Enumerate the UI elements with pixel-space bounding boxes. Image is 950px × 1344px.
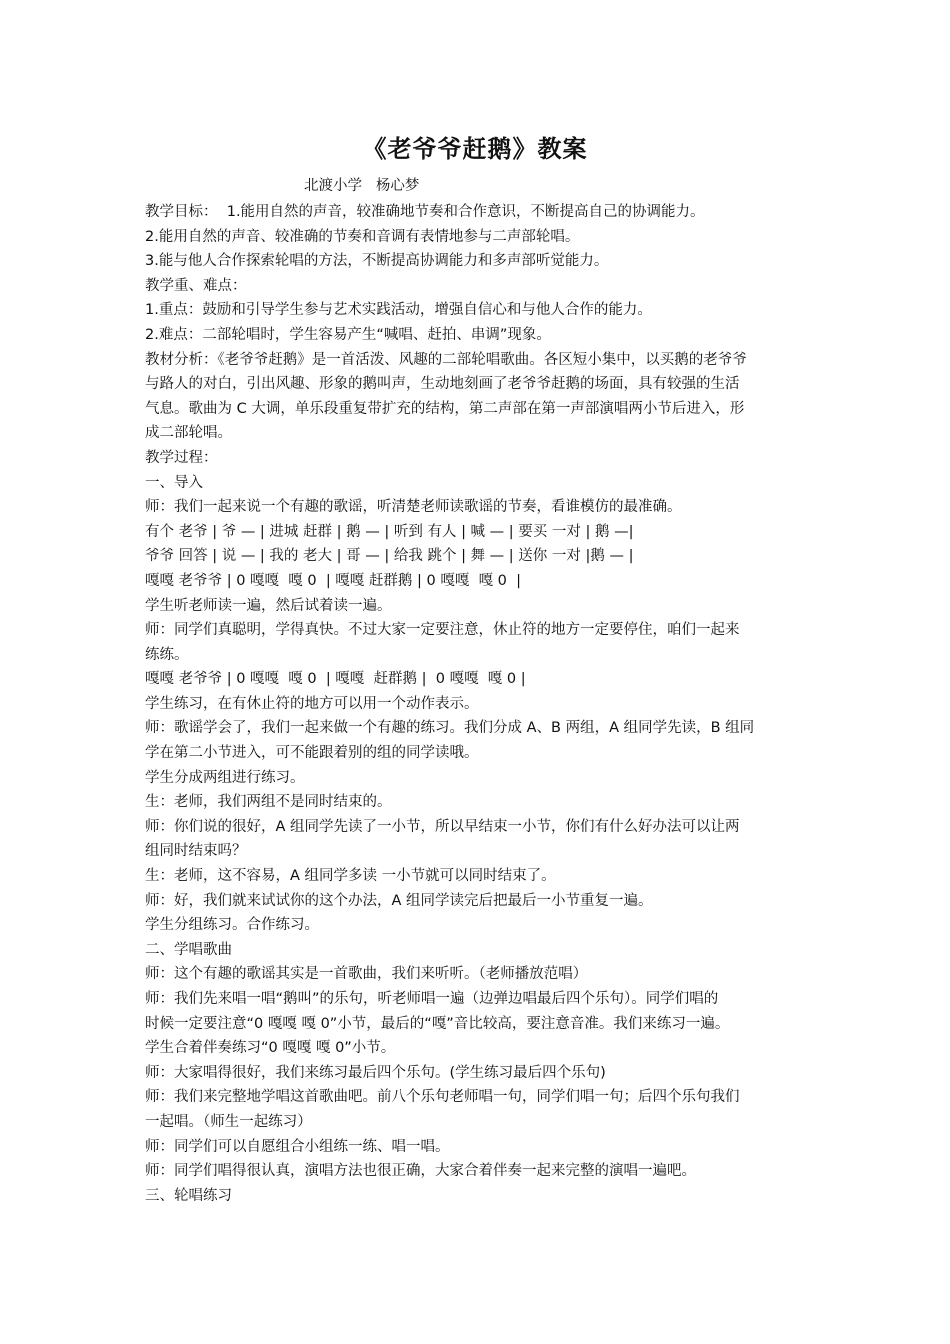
document-title: 《老爷爷赶鹅》教案 [362, 135, 588, 163]
paragraph-line: 组同时结束吗？ [145, 843, 247, 860]
paragraph-line: 教材分析：《老爷爷赶鹅》是一首活泼、风趣的二部轮唱歌曲。各区短小集中，以买鹅的老爷爷 [145, 351, 747, 368]
paragraph-line: 师：好，我们就来试试你的这个办法，A 组同学读完后把最后一小节重复一遍。 [145, 892, 653, 909]
paragraph-line: 学生练习，在有休止符的地方可以用一个动作表示。 [145, 695, 479, 712]
rhythm-line: 爷爷 回答 | 说 — | 我的 老大 | 哥 — | 给我 跳个 | 舞 — | 送你 一对 |鹅 — | [145, 548, 634, 565]
section-heading: 教学过程： [145, 449, 218, 466]
paragraph-line: 生：老师，这不容易，A 组同学多读 一小节就可以同时结束了。 [145, 868, 556, 885]
paragraph-line: 与路人的对白，引出风趣、形象的鹅叫声，生动地刻画了老爷爷赶鹅的场面，具有较强的生活 [145, 376, 740, 393]
paragraph-line: 学生分组练习。合作练习。 [145, 917, 319, 934]
paragraph-line: 3.能与他人合作探索轮唱的方法，不断提高协调能力和多声部听觉能力。 [145, 253, 609, 270]
paragraph-line: 师：我们来完整地学唱这首歌曲吧。前八个乐句老师唱一句，同学们唱一句；后四个乐句我们 [145, 1089, 740, 1106]
paragraph-line: 师：同学们可以自愿组合小组练一练、唱一唱。 [145, 1138, 450, 1155]
paragraph-line: 学生合着伴奏练习“0 嘎嘎 嘎 0”小节。 [145, 1040, 396, 1057]
section-heading: 三、轮唱练习 [145, 1187, 232, 1204]
paragraph-line: 练练。 [145, 646, 189, 663]
rhythm-line: 嘎嘎 老爷爷 | 0 嘎嘎 嘎 0 | 嘎嘎 赶群鹅 | 0 嘎嘎 嘎 0 | [145, 572, 522, 589]
document-author: 北渡小学 杨心梦 [304, 178, 420, 194]
document-body [145, 200, 815, 1208]
paragraph-line: 师：歌谣学会了，我们一起来做一个有趣的练习。我们分成 A、B 两组，A 组同学先读，B 组同 [145, 720, 755, 737]
paragraph-line: 成二部轮唱。 [145, 425, 232, 442]
rhythm-line: 嘎嘎 老爷爷 | 0 嘎嘎 嘎 0 | 嘎嘎 赶群鹅 | 0 嘎嘎 嘎 0 | [145, 671, 526, 688]
paragraph-line: 师：这个有趣的歌谣其实是一首歌曲，我们来听听。（老师播放范唱） [145, 966, 588, 983]
section-heading: 教学重、难点： [145, 277, 247, 294]
paragraph-line: 学在第二小节进入，可不能跟着别的组的同学读哦。 [145, 745, 479, 762]
paragraph-line: 师：同学们真聪明，学得真快。不过大家一定要注意，休止符的地方一定要停住，咱们一起来 [145, 622, 740, 639]
rhythm-line: 有个 老爷 | 爷 — | 进城 赶群 | 鹅 — | 听到 有人 | 喊 — | 要买 一对 | 鹅 —| [145, 523, 634, 540]
section-heading: 二、学唱歌曲 [145, 941, 232, 958]
paragraph-line: 学生听老师读一遍，然后试着读一遍。 [145, 597, 392, 614]
paragraph-line: 教学目标： 1.能用自然的声音，较准确地节奏和合作意识，不断提高自己的协调能力。 [145, 204, 705, 220]
section-heading: 一、导入 [145, 474, 203, 491]
paragraph-line: 师：我们先来唱一唱“鹅叫”的乐句，听老师唱一遍（边弹边唱最后四个乐句）。同学们唱的 [145, 991, 719, 1007]
paragraph-line: 2.能用自然的声音、较准确的节奏和音调有表情地参与二声部轮唱。 [145, 228, 580, 245]
paragraph-line: 师：大家唱得很好，我们来练习最后四个乐句。(学生练习最后四个乐句) [145, 1064, 606, 1081]
paragraph-line: 2.难点：二部轮唱时，学生容易产生“喊唱、赶拍、串调”现象。 [145, 326, 551, 343]
paragraph-line: 一起唱。（师生一起练习） [145, 1113, 312, 1130]
paragraph-line: 生：老师，我们两组不是同时结束的。 [145, 794, 392, 811]
paragraph-line: 师：我们一起来说一个有趣的歌谣，听清楚老师读歌谣的节奏，看谁模仿的最准确。 [145, 499, 682, 516]
paragraph-line: 时候一定要注意“0 嘎嘎 嘎 0”小节，最后的“嘎”音比较高，要注意音准。我们来练习一遍。 [145, 1015, 730, 1032]
paragraph-line: 师：同学们唱得很认真，演唱方法也很正确，大家合着伴奏一起来完整的演唱一遍吧。 [145, 1163, 696, 1180]
paragraph-line: 气息。歌曲为 C 大调，单乐段重复带扩充的结构，第二声部在第一声部演唱两小节后进入，形 [145, 400, 745, 417]
paragraph-line: 师：你们说的很好，A 组同学先读了一小节，所以早结束一小节，你们有什么好办法可以让两 [145, 818, 740, 835]
paragraph-line: 1.重点：鼓励和引导学生参与艺术实践活动，增强自信心和与他人合作的能力。 [145, 302, 652, 319]
paragraph-line: 学生分成两组进行练习。 [145, 769, 305, 786]
